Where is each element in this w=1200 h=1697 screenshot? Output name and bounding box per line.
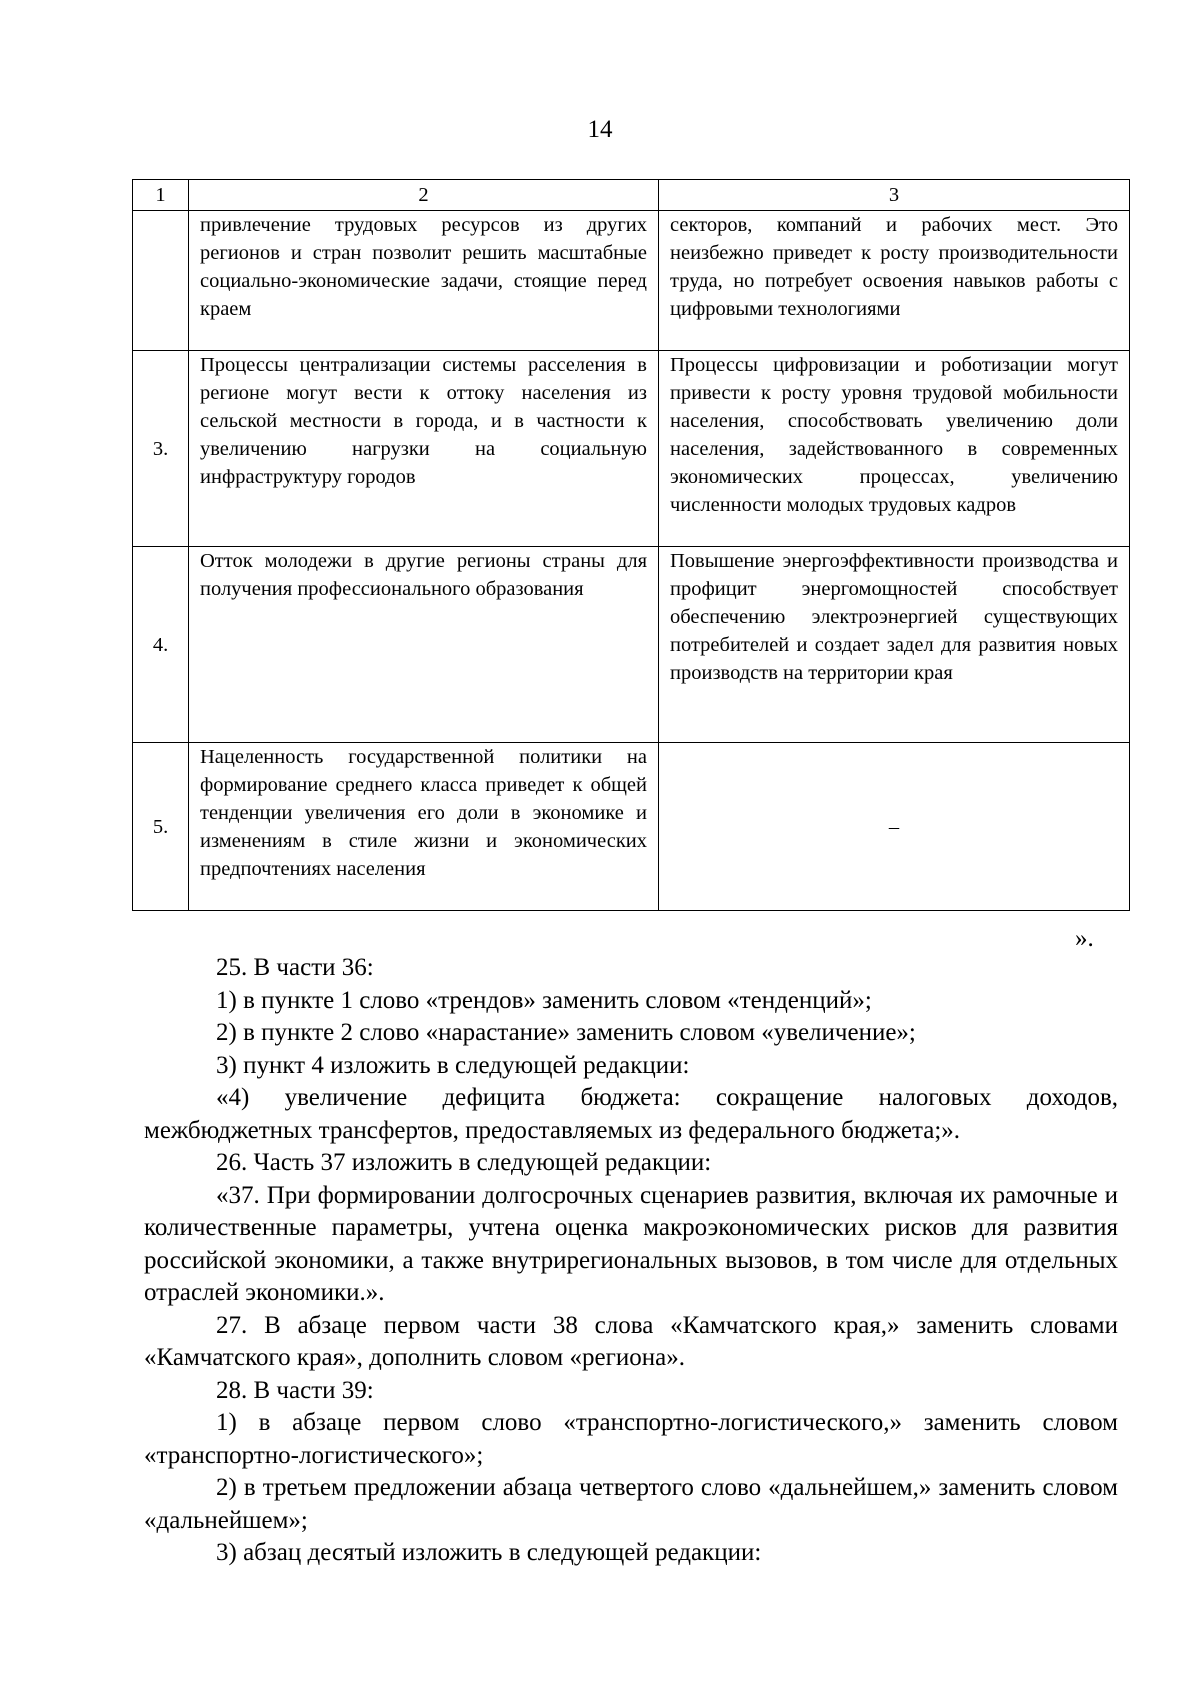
cell-text: привлечение трудовых ресурсов из других регионов и стран позволит решить масштабные социально-экономические задачи, стоящие перед краем xyxy=(200,214,647,320)
empty-dash-cell: – xyxy=(659,743,1130,911)
opportunity-cell xyxy=(659,351,1130,547)
paragraph: 3) абзац десятый изложить в следующей редакции: xyxy=(216,1539,762,1566)
paragraph: 28. В части 39: xyxy=(216,1376,374,1404)
paragraph: 25. В части 36: xyxy=(216,954,374,981)
risk-cell xyxy=(189,211,659,351)
paragraph: 1) в абзаце первом слово «транспортно-логистического,» заменить словом «транспортно-логистического»; xyxy=(144,1409,1118,1469)
cell-text: Отток молодежи в другие регионы страны для получения профессионального образования xyxy=(200,550,647,600)
risk-cell xyxy=(189,547,659,743)
table-row xyxy=(133,211,1130,351)
closing-quote: ». xyxy=(1075,925,1094,952)
table-header-cell: 1 xyxy=(133,180,189,211)
table-row xyxy=(133,547,1130,743)
table-row xyxy=(133,743,1130,911)
paragraph: 27. В абзаце первом части 38 слова «Камчатского края,» заменить словами «Камчатского края», дополнить словом «региона». xyxy=(144,1311,1118,1371)
table-row xyxy=(133,351,1130,547)
risk-cell xyxy=(189,351,659,547)
cell-text: Нацеленность государственной политики на формирование среднего класса приведет к общей тенденции увеличения его доли в экономике и изменениям в стиле жизни и экономических предпочтениях населения xyxy=(200,746,647,880)
table-header-cell: 2 xyxy=(189,180,659,211)
row-number: 5. xyxy=(133,743,189,911)
document-table xyxy=(132,179,1130,911)
cell-text: секторов, компаний и рабочих мест. Это неизбежно приведет к росту производительности труда, но потребует освоения навыков работы с цифровыми технологиями xyxy=(670,214,1118,320)
paragraph: 26. Часть 37 изложить в следующей редакции: xyxy=(216,1149,712,1176)
row-number xyxy=(133,211,189,351)
cell-text: Повышение энергоэффективности производства и профицит энергомощностей способствует обеспечению электроэнергией существующих потребителей и создает задел для развития новых производств на территории края xyxy=(670,550,1118,684)
row-number: 4. xyxy=(133,547,189,743)
row-number: 3. xyxy=(133,351,189,547)
opportunity-cell xyxy=(659,211,1130,351)
paragraph: «37. При формировании долгосрочных сценариев развития, включая их рамочные и количественные параметры, учтена оценка макроэкономических рисков для развития российской экономики, а также внутрирегиональных вызовов, в том числе для отдельных отраслей экономики.». xyxy=(144,1181,1118,1306)
paragraph: 1) в пункте 1 слово «трендов» заменить словом «тенденций»; xyxy=(216,986,872,1014)
body-text xyxy=(144,952,1118,1570)
paragraph: «4) увеличение дефицита бюджета: сокращение налоговых доходов, межбюджетных трансфертов, предоставляемых из федерального бюджета;». xyxy=(144,1084,1118,1144)
risk-cell xyxy=(189,743,659,911)
paragraph: 2) в третьем предложении абзаца четвертого слово «дальнейшем,» заменить словом «дальнейшем»; xyxy=(144,1474,1118,1534)
cell-text: Процессы цифровизации и роботизации могут привести к росту уровня трудовой мобильности населения, способствовать увеличению доли населения, задействованного в современных экономических процессах, увеличению численности молодых трудовых кадров xyxy=(670,354,1118,516)
page-number: 14 xyxy=(587,116,613,143)
paragraph: 2) в пункте 2 слово «нарастание» заменить словом «увеличение»; xyxy=(216,1019,916,1046)
cell-text: Процессы централизации системы расселения в регионе могут вести к оттоку населения из сельской местности в города, и в частности к увеличению нагрузки на социальную инфраструктуру городов xyxy=(200,354,647,488)
table-header-cell: 3 xyxy=(659,180,1130,211)
table-header-row xyxy=(133,180,1130,211)
paragraph: 3) пункт 4 изложить в следующей редакции: xyxy=(216,1051,690,1079)
opportunity-cell xyxy=(659,547,1130,743)
